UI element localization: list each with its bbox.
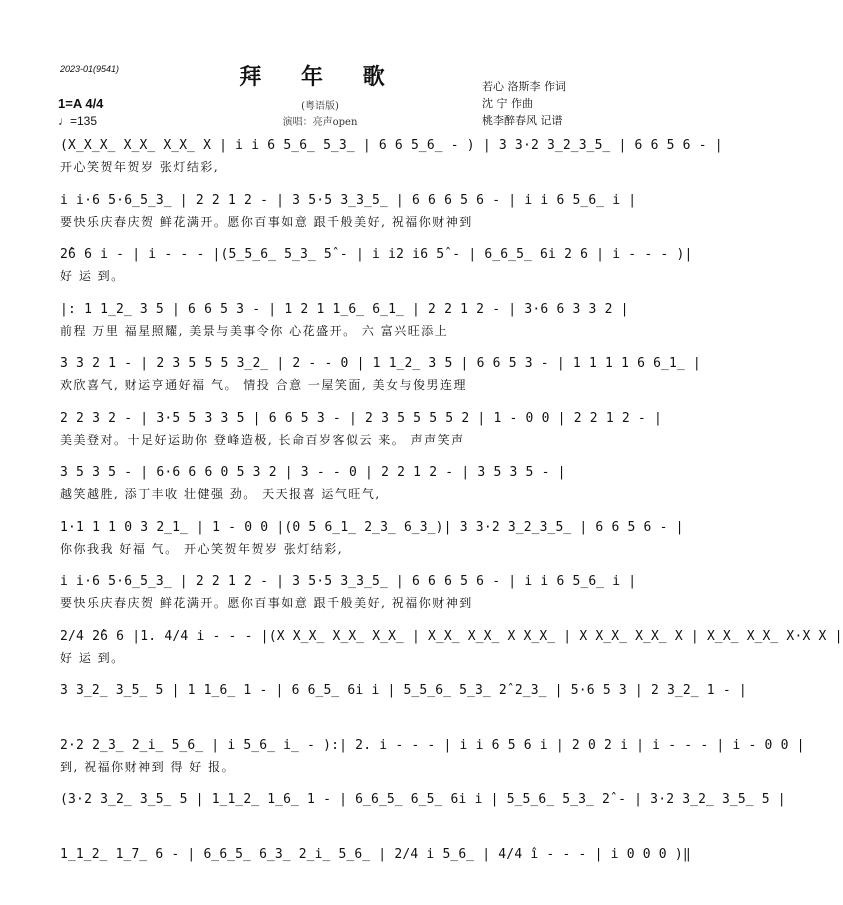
lyrics-line: 开心笑贺年贺岁 张灯结彩,: [60, 160, 220, 174]
notation-line: 2 2 3 2 - | 3·5 5 3 3 5 | 6 6 5 3 - | 2 3 5 5 5 5 2 | 1 - 0 0 | 2 2 1 2 - |: [60, 410, 662, 426]
notation-line: 2/4 2̂6 6 |1. 4/4 i - - - |(X X̲X̲ X̲X̲ X̲X̲ | X̲X̲ X̲X̲ X X̲X̲ | X X̲X̲ X̲X̲ X | X̲X̲ X̲X̲ X·X X |: [60, 628, 843, 644]
lyrics-line: 欢欣喜气, 财运亨通好福 气。 情投 合意 一屋笑面, 美女与俊男连理: [60, 378, 468, 392]
composer-credit: 沈 宁 作曲: [482, 97, 533, 110]
score-row: [60, 410, 662, 453]
notation-line: (3·2 3̲2̲ 3̲5̲ 5 | 1̲1̲2̲ 1̲6̲ 1 - | 6̲6̲5̲ 6̲5̲ 6i i | 5̲5̲6̲ 5̲3̲ 2̂ - | 3·2 3̲2̲ 3̲5̲ 5 |: [60, 792, 786, 807]
score-row: [60, 356, 701, 398]
score-row: [60, 846, 691, 889]
song-subtitle: (粤语版): [301, 101, 339, 112]
score-row: [60, 683, 747, 725]
score-code: 2023-01(9541): [60, 64, 120, 74]
score-row: [60, 247, 693, 289]
tempo-marking: ♩=135: [58, 114, 98, 128]
key-signature: 1=A 4/4: [58, 96, 104, 111]
score-row: [60, 628, 843, 671]
score-row: [60, 192, 637, 235]
notation-line: |: 1 1̲2̲ 3 5 | 6 6 5 3 - | 1 2 1 1̲6̲ 6̲1̲ | 2 2 1 2 - | 3·6 6 3 3 2 |: [60, 301, 629, 317]
notation-line: (X̲X̲X̲ X̲X̲ X̲X̲ X | i i 6 5̲6̲ 5̲3̲ | 6 6 5̲6̲ - ) | 3 3·2 3̲2̲3̲5̲ | 6 6 5 6 - |: [60, 138, 723, 153]
song-title: 拜 年 歌: [239, 64, 401, 90]
notation-line: 1·1 1 1 0 3 2̲1̲ | 1 - 0 0 |(0 5 6̲1̲ 2̲3̲ 6̲3̲)| 3 3·2 3̲2̲3̲5̲ | 6 6 5 6 - |: [60, 519, 684, 535]
score-row: [60, 737, 805, 780]
lyricist-credit: 若心 洛斯李 作词: [482, 80, 566, 93]
notation-line: 3 3 2 1 - | 2 3 5 5 5 3̲2̲ | 2 - - 0 | 1 1̲2̲ 3 5 | 6 6 5 3 - | 1 1 1 1 6 6̲1̲ |: [60, 356, 701, 371]
lyrics-line: 好 运 到。: [60, 269, 125, 283]
score-row: [60, 574, 637, 616]
singer-credit: 演唱：亮声open: [282, 117, 358, 128]
lyrics-line: 好 运 到。: [60, 650, 125, 665]
credits-block: [482, 78, 566, 129]
notation-line: 3 3̲2̲ 3̲5̲ 5 | 1 1̲6̲ 1 - | 6 6̲5̲ 6i i | 5̲5̲6̲ 5̲3̲ 2̂ 2̲3̲ | 5·6 5 3 | 2 3̲2̲ 1 - |: [60, 683, 747, 698]
score-row: [60, 519, 684, 562]
lyrics-line: 要快乐庆春庆贺 鲜花满开。愿你百事如意 跟千般美好, 祝福你财神到: [60, 596, 473, 610]
score-row: [60, 792, 786, 834]
lyrics-line: 到, 祝福你财神到 得 好 报。: [60, 759, 236, 774]
notation-line: 1̲1̲2̲ 1̲7̲ 6 - | 6̲6̲5̲ 6̲3̲ 2̲i̲ 5̲6̲ | 2/4 i 5̲6̲ | 4/4 î - - - | i 0 0 0 )‖: [60, 846, 691, 862]
lyrics-line: 美美登对。十足好运助你 登峰造极, 长命百岁客似云 来。 声声笑声: [60, 432, 465, 447]
notation-line: 2̂6 6 i - | i - - - |(5̲5̲6̲ 5̲3̲ 5̂ - | i i2 i6 5̂ - | 6̲6̲5̲ 6i 2 6 | i - - - )|: [60, 247, 693, 262]
notation-line: i i·6 5·6̲5̲3̲ | 2 2 1 2 - | 3 5·5 3̲3̲5̲ | 6 6 6 5 6 - | i i 6 5̲6̲ i |: [60, 574, 637, 589]
score-row: [60, 301, 629, 344]
lyrics-line: 要快乐庆春庆贺 鲜花满开。愿你百事如意 跟千般美好, 祝福你财神到: [60, 214, 473, 229]
notation-line: i i·6 5·6̲5̲3̲ | 2 2 1 2 - | 3 5·5 3̲3̲5̲ | 6 6 6 5 6 - | i i 6 5̲6̲ i |: [60, 192, 637, 208]
lyrics-line: 越笑越胜, 添丁丰收 壮健强 劲。 天天报喜 运气旺气,: [60, 487, 381, 501]
lyrics-line: 前程 万里 福星照耀, 美景与美事令你 心花盛开。 六 富兴旺添上: [60, 323, 449, 338]
notation-line: 2·2 2̲3̲ 2̲i̲ 5̲6̲ | i 5̲6̲ i̲ - ):| 2. i - - - | i i 6 5 6 i | 2 0 2 i | i - - - | i - 0 0 |: [60, 737, 805, 753]
notation-line: 3 5 3 5 - | 6·6 6 6 0 5 3 2 | 3 - - 0 | 2 2 1 2 - | 3 5 3 5 - |: [60, 465, 566, 480]
transcriber-credit: 桃李醉春风 记谱: [482, 114, 563, 127]
score-row: [60, 138, 723, 180]
lyrics-line: 你你我我 好福 气。 开心笑贺年贺岁 张灯结彩,: [60, 541, 344, 556]
score-row: [60, 465, 580, 507]
